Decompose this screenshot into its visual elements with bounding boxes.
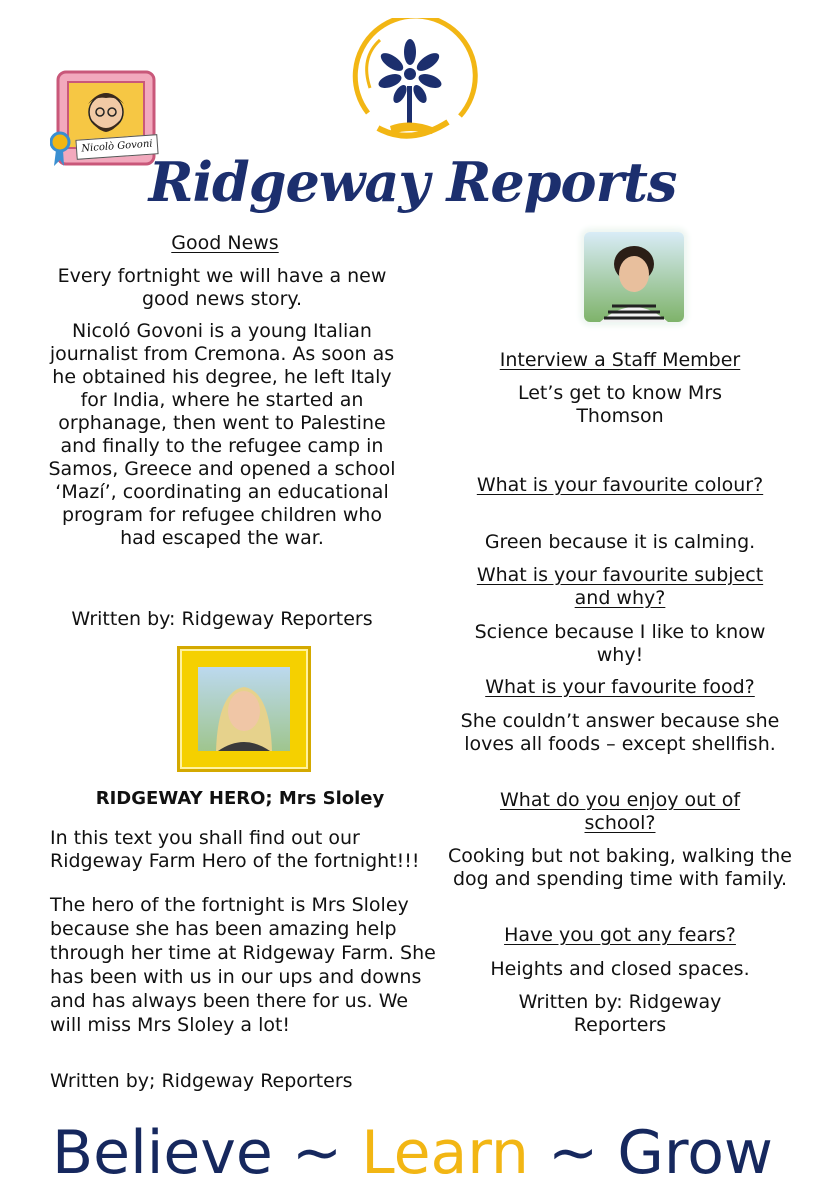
interview-photo <box>584 232 684 322</box>
interview-answer-5: Heights and closed spaces. <box>490 958 750 980</box>
interview-question-4: What do you enjoy out of school? <box>499 789 741 834</box>
motto-grow: Grow <box>617 1118 773 1188</box>
good-news-story: Nicoló Govoni is a young Italian journalist from Cremona. As soon as he obtained his degree, he left Italy for India, where he started an orphanage, then went to Palestine and finally to the refugee camp in Samos, Greece and opened a school ‘Mazí’, coordinating an educational program for refugee children who had escaped the war. <box>48 320 396 549</box>
good-news-byline: Written by: Ridgeway Reporters <box>71 608 373 630</box>
interview-answer-3: She couldn’t answer because she loves all foods – except shellfish. <box>460 710 780 755</box>
motto-separator-2: ~ <box>548 1118 599 1188</box>
motto-learn: Learn <box>361 1118 529 1188</box>
school-logo <box>340 18 480 148</box>
interview-answer-1: Green because it is calming. <box>484 531 756 553</box>
masthead-title: Ridgeway Reports <box>148 150 677 214</box>
caricature-name-text: Nicolò Govoni <box>81 138 153 155</box>
good-news-intro: Every fortnight we will have a new good news story. <box>57 265 387 310</box>
interview-heading: Interview a Staff Member <box>499 349 741 371</box>
hero-body: The hero of the fortnight is Mrs Sloley because she has been amazing help through her time at Ridgeway Farm. She has been with us in our ups and downs and has always been there for us. We will miss Mrs Sloley a lot! <box>50 894 436 1036</box>
school-motto <box>0 1118 825 1188</box>
hero-byline: Written by; Ridgeway Reporters <box>50 1070 353 1092</box>
interview-question-3: What is your favourite food? <box>485 676 755 698</box>
interview-question-1: What is your favourite colour? <box>476 474 764 496</box>
interview-answer-4: Cooking but not baking, walking the dog and spending time with family. <box>448 845 792 890</box>
hero-photo-frame <box>177 646 311 772</box>
motto-believe: Believe <box>52 1118 273 1188</box>
motto-separator-1: ~ <box>291 1118 343 1188</box>
interview-question-2: What is your favourite subject and why? <box>476 564 764 609</box>
staff-photo-icon <box>198 667 290 751</box>
interview-intro: Let’s get to know Mrs Thomson <box>517 382 723 427</box>
good-news-heading: Good News <box>171 232 279 254</box>
interview-byline: Written by: Ridgeway Reporters <box>518 991 722 1036</box>
interview-answer-2: Science because I like to know why! <box>474 621 766 666</box>
hero-heading: RIDGEWAY HERO; Mrs Sloley <box>95 788 385 809</box>
interview-question-5: Have you got any fears? <box>504 924 736 946</box>
hero-intro: In this text you shall find out our Ridgeway Farm Hero of the fortnight!!! <box>50 827 420 872</box>
